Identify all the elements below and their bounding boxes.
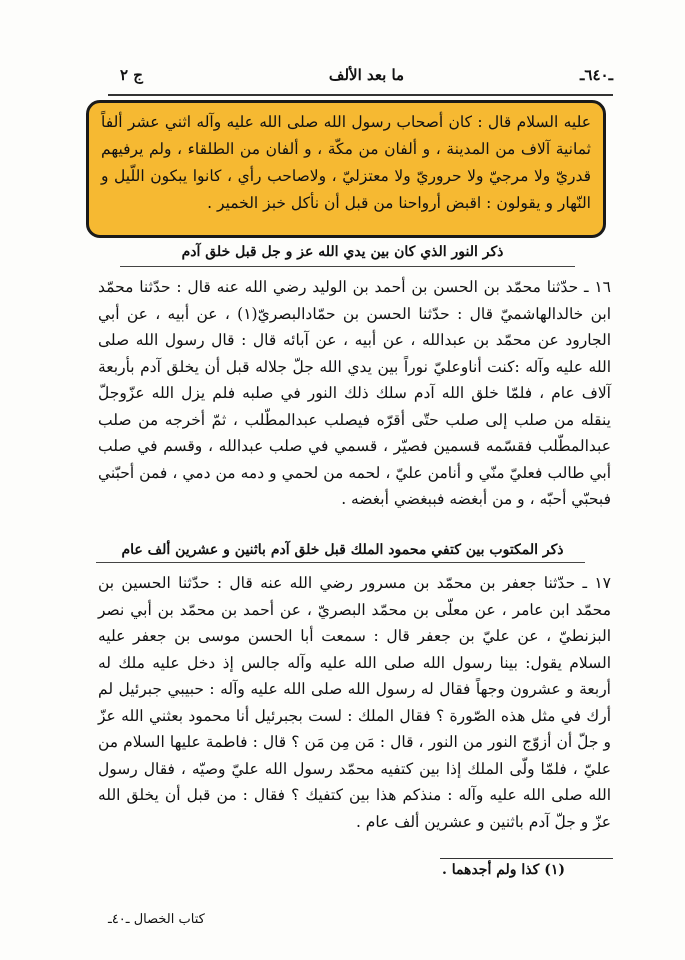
highlighted-quote-box [86,100,606,238]
hadith-17-paragraph: ١٧ ـ حدّثنا جعفر بن محمّد بن مسرور رضي الله عنه قال : حدّثنا الحسين بن محمّد ابن عامر ، عن معلّى بن محمّد البصريّ ، عن أحمد بن محمّد بن أبي نصر البزنطيّ ، عن عليّ بن جعفر قال : سمعت أبا الحسن موسى بن جعفر عليه السلام يقول: بينا رسول الله صلى الله عليه وآله جالس إذ دخل عليه ملك له أربعة و عشرون وجهاً فقال له رسول الله صلى الله عليه وآله : حبيبي جبرئيل لم أرك في مثل هذه الصّورة ؟ فقال الملك : لست بجبرئيل أنا محمود بعثني الله عزّ و جلّ أن أزوّج النور من النور ، قال : مَن مِن مَن ؟ قال : فاطمة عليها السلام من عليّ ، فلمّا ولّى الملك إذا بين كتفيه محمّد رسول الله عليّ وصيّه ، فقال رسول الله صلى الله عليه وآله : منذكم هذا بين كتفيك ؟ فقال : من قبل أن يخلق الله عزّ و جلّ آدم باثنين و عشرين ألف عام . [98,574,611,831]
volume-label: ج ٢ [120,66,143,84]
section-rule-2 [96,562,585,563]
page-footer: كتاب الخصال ـ٤٠ـ [108,912,205,927]
footnote: (١) كذا ولم أجدهما . [441,862,565,878]
hadith-16-paragraph: ١٦ ـ حدّثنا محمّد بن الحسن بن أحمد بن الوليد رضي الله عنه قال : حدّثنا محمّد ابن خالدالهاشميّ قال : حدّثنا الحسن بن حمّادالبصريّ(١) ، عن أبيه ، عن أبي الجارود عن محمّد بن عبدالله ، عن أبيه ، عن آبائه قال : قال رسول الله صلى الله عليه وآله :كنت أناوعليّ نوراً بين يدي الله جلّ جلاله قبل أن يخلق آدم بأربعة آلاف عام ، فلمّا خلق الله آدم سلك ذلك النور في صلبه فلم يزل الله عزّوجلّ ينقله من صلب إلى صلب حتّى أقرّه فيصلب عبدالمطّلب ، ثمّ أخرجه من صلب عبدالمطّلب فقسّمه قسمين فصيّر ، قسمي في صلب عبدالله ، وقسم في صلب أبي طالب فعليّ منّي و أنامن عليّ ، لحمه من لحمي و دمه من دمي ، فمن أحبّني فبحبّي أحبّه ، و من أبغضه فببغضي أبغضه . [98,278,612,508]
running-title: ما بعد الألف [328,66,405,84]
header-rule [108,94,613,96]
section-heading-1: ذكر النور الذي كان بين يدي الله عز و جل قبل خلق آدم [181,244,504,260]
page-number: ـ٦٤٠ـ [580,66,613,84]
section-heading-2: ذكر المكتوب بين كتفي محمود الملك قبل خلق آدم باثنين و عشرين ألف عام [121,542,564,558]
footnote-rule [440,858,613,859]
page-header [120,66,613,92]
quote-text: عليه السلام قال : كان أصحاب رسول الله صلى الله عليه وآله اثني عشر ألفاً ثمانية آلاف من المدينة ، و ألفان من مكّة ، و ألفان من الطلقاء ، ولم يرفيهم قدريّ ولا مرجيّ ولا حروريّ ولا معتزليّ ، ولاصاحب رأي ، كانوا يبكون اللّيل و النّهار و يقولون : اقبض أرواحنا من قبل أن نأكل خبز الخمير . [101,113,591,212]
section-rule-1 [120,266,575,267]
